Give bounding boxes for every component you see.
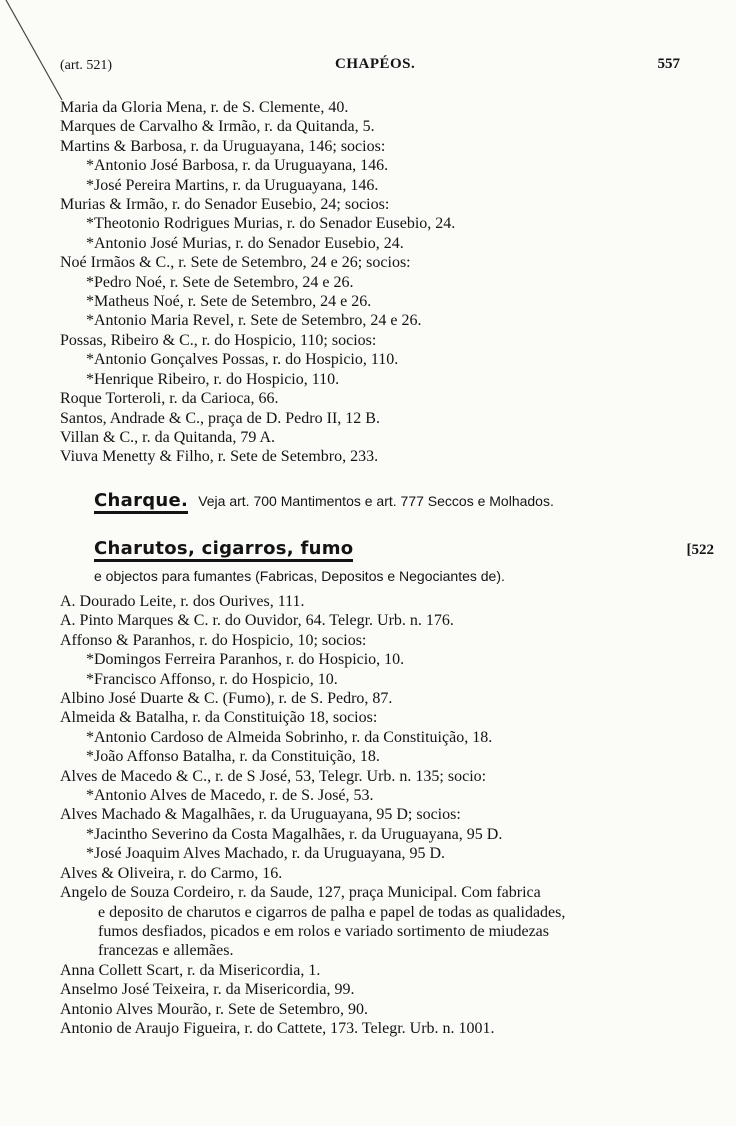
directory-entry: Murias & Irmão, r. do Senador Eusebio, 24; socios: xyxy=(60,196,390,214)
entries-chapeos xyxy=(60,98,710,467)
directory-entry: Albino José Duarte & C. (Fumo), r. de S. Pedro, 87. xyxy=(60,690,393,708)
directory-entry: Alves & Oliveira, r. do Carmo, 16. xyxy=(60,864,283,882)
directory-entry: A. Dourado Leite, r. dos Ourives, 111. xyxy=(60,593,305,610)
directory-entry: Marques de Carvalho & Irmão, r. da Quitanda, 5. xyxy=(60,118,375,136)
directory-entry: Santos, Andrade & C., praça de D. Pedro II, 12 B. xyxy=(60,409,380,427)
section-charque xyxy=(94,490,694,514)
entry-continuation: francezas e allemães. xyxy=(98,942,234,960)
partner-entry: *Matheus Noé, r. Sete de Setembro, 24 e 26. xyxy=(86,293,372,311)
page-header xyxy=(60,56,680,80)
partner-entry: *Antonio Gonçalves Possas, r. do Hospicio, 110. xyxy=(86,351,399,369)
section-number: [522 xyxy=(686,542,714,558)
directory-entry: Roque Torteroli, r. da Carioca, 66. xyxy=(60,390,279,408)
partner-entry: *Antonio José Murias, r. do Senador Eusebio, 24. xyxy=(86,234,404,252)
partner-entry: *Jacintho Severino da Costa Magalhães, r. da Uruguayana, 95 D. xyxy=(86,825,503,843)
directory-entry: Noé Irmãos & C., r. Sete de Setembro, 24 e 26; socios: xyxy=(60,254,411,272)
directory-entry: Maria da Gloria Mena, r. de S. Clemente, 40. xyxy=(60,99,349,116)
section-subtitle: e objectos para fumantes (Fabricas, Depositos e Negociantes de). xyxy=(94,568,505,584)
directory-entry: Almeida & Batalha, r. da Constituição 18, socios: xyxy=(60,709,378,727)
partner-entry: *Antonio Alves de Macedo, r. de S. José, 53. xyxy=(86,787,374,805)
partner-entry: *Domingos Ferreira Paranhos, r. do Hospicio, 10. xyxy=(86,651,405,669)
page-number: 557 xyxy=(657,56,680,72)
directory-entry: Alves de Macedo & C., r. de S José, 53, Telegr. Urb. n. 135; socio: xyxy=(60,767,487,785)
section-charutos xyxy=(94,538,714,562)
entry-continuation: e deposito de charutos e cigarros de palha e papel de todas as qualidades, xyxy=(98,903,566,921)
directory-entry: Martins & Barbosa, r. da Uruguayana, 146; socios: xyxy=(60,137,386,155)
entry-continuation: fumos desfiados, picados e em rolos e variado sortimento de miudezas xyxy=(98,922,549,940)
partner-entry: *José Joaquim Alves Machado, r. da Uruguayana, 95 D. xyxy=(86,845,446,863)
directory-entry: Angelo de Souza Cordeiro, r. da Saude, 127, praça Municipal. Com fabrica xyxy=(60,884,541,902)
entries-charutos xyxy=(60,592,720,1038)
page-title: CHAPÉOS. xyxy=(335,56,416,72)
section-heading-charque: Charque. xyxy=(94,490,188,514)
partner-entry: *Antonio José Barbosa, r. da Uruguayana, 146. xyxy=(86,157,389,175)
partner-entry: *Henrique Ribeiro, r. do Hospicio, 110. xyxy=(86,370,340,388)
directory-entry: Viuva Menetty & Filho, r. Sete de Setembro, 233. xyxy=(60,448,379,466)
cross-reference: Veja art. 700 Mantimentos e art. 777 Seccos e Molhados. xyxy=(198,493,554,509)
partner-entry: *Theotonio Rodrigues Murias, r. do Senador Eusebio, 24. xyxy=(86,215,456,233)
partner-entry: *Antonio Maria Revel, r. Sete de Setembro, 24 e 26. xyxy=(86,312,422,330)
directory-entry: Villan & C., r. da Quitanda, 79 A. xyxy=(60,428,276,446)
directory-entry: Affonso & Paranhos, r. do Hospicio, 10; socios: xyxy=(60,631,367,649)
partner-entry: *Antonio Cardoso de Almeida Sobrinho, r. da Constituição, 18. xyxy=(86,728,493,746)
partner-entry: *José Pereira Martins, r. da Uruguayana, 146. xyxy=(86,176,379,194)
directory-entry: A. Pinto Marques & C. r. do Ouvidor, 64. Telegr. Urb. n. 176. xyxy=(60,612,454,630)
partner-entry: *João Affonso Batalha, r. da Constituição, 18. xyxy=(86,748,380,766)
page-edge-mark xyxy=(0,0,80,110)
directory-entry: Antonio Alves Mourão, r. Sete de Setembro, 90. xyxy=(60,1000,368,1018)
section-heading-charutos: Charutos, cigarros, fumo xyxy=(94,538,353,562)
directory-entry: Anna Collett Scart, r. da Misericordia, 1. xyxy=(60,961,321,979)
directory-entry: Alves Machado & Magalhães, r. da Uruguayana, 95 D; socios: xyxy=(60,806,461,824)
partner-entry: *Francisco Affonso, r. do Hospicio, 10. xyxy=(86,670,338,688)
directory-entry: Possas, Ribeiro & C., r. do Hospicio, 110; socios: xyxy=(60,331,377,349)
article-reference: (art. 521) xyxy=(60,58,113,73)
directory-entry: Antonio de Araujo Figueira, r. do Cattete, 173. Telegr. Urb. n. 1001. xyxy=(60,1019,495,1037)
partner-entry: *Pedro Noé, r. Sete de Setembro, 24 e 26. xyxy=(86,273,354,291)
directory-entry: Anselmo José Teixeira, r. da Misericordia, 99. xyxy=(60,981,355,999)
